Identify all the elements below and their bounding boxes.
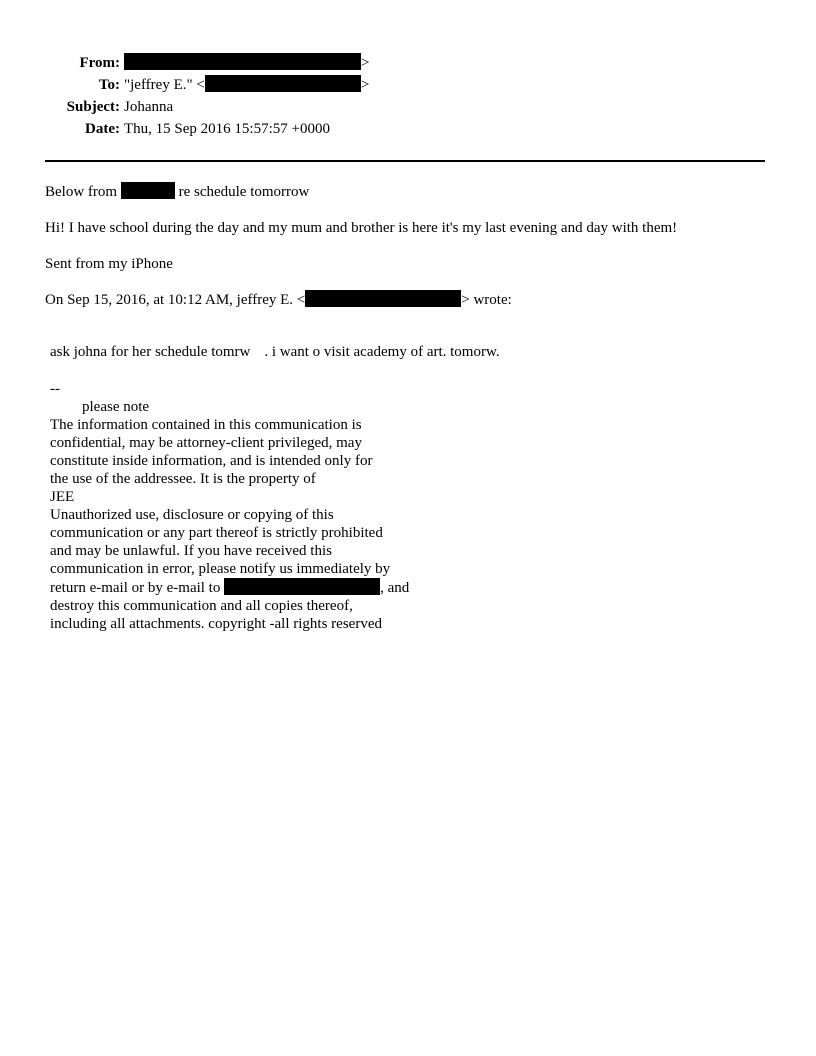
redaction-block [224,578,380,595]
return-suffix: , and [380,580,410,596]
disclaimer-line: destroy this communication and all copies thereof, [50,598,353,614]
quoted-message-part2: . i want o visit academy of art. tomorw. [264,344,500,360]
disclaimer-return-line [50,578,790,597]
to-name: "jeffrey E." < [124,77,205,93]
disclaimer-line: The information contained in this communication is [50,417,362,433]
disclaimer-line: Unauthorized use, disclosure or copying of this [50,507,334,523]
email-headers [0,53,816,141]
line4-suffix: > wrote: [461,292,512,308]
disclaimer-line: and may be unlawful. If you have received this [50,543,332,559]
to-value [124,75,369,95]
disclaimer-line: the use of the addressee. It is the property of [50,471,316,487]
signature-block [50,380,790,633]
date-value: Thu, 15 Sep 2016 15:57:57 +0000 [124,121,330,137]
from-row [0,53,816,75]
body-line-signature: Sent from my iPhone [45,256,173,272]
line1-prefix: Below from [45,184,121,200]
from-value [124,53,369,73]
body-line-quote-intro [45,290,785,310]
quoted-message [50,343,790,361]
date-row [0,119,816,141]
please-note: please note [82,399,150,415]
subject-label: Subject: [66,99,120,115]
redaction-block [305,290,461,307]
disclaimer-line: JEE [50,489,75,505]
disclaimer-line: constitute inside information, and is intended only for [50,453,373,469]
subject-row [0,97,816,119]
body-line-message: Hi! I have school during the day and my mum and brother is here it's my last evening and day with them! [45,220,678,236]
header-divider [45,160,765,162]
line1-suffix: re schedule tomorrow [174,184,310,200]
date-label: Date: [85,121,120,137]
quoted-message-part1: ask johna for her schedule tomrw [50,344,251,360]
body-line-below-from [45,182,785,202]
redaction-block [124,53,361,70]
disclaimer-line: confidential, may be attorney-client privileged, may [50,435,362,451]
to-label: To: [98,77,120,93]
return-prefix: return e-mail or by e-mail to [50,580,225,596]
redaction-block [205,75,361,92]
disclaimer-line: communication in error, please notify us immediately by [50,561,391,577]
to-suffix: > [360,77,370,93]
disclaimer-line: communication or any part thereof is strictly prohibited [50,525,383,541]
from-label: From: [79,55,120,71]
sig-dashes: -- [50,381,60,397]
line4-prefix: On Sep 15, 2016, at 10:12 AM, jeffrey E. < [45,292,306,308]
redaction-block [121,182,175,199]
disclaimer-line: including all attachments. copyright -all rights reserved [50,616,382,632]
to-row [0,75,816,97]
subject-value: Johanna [124,99,174,115]
from-suffix: > [361,55,370,71]
